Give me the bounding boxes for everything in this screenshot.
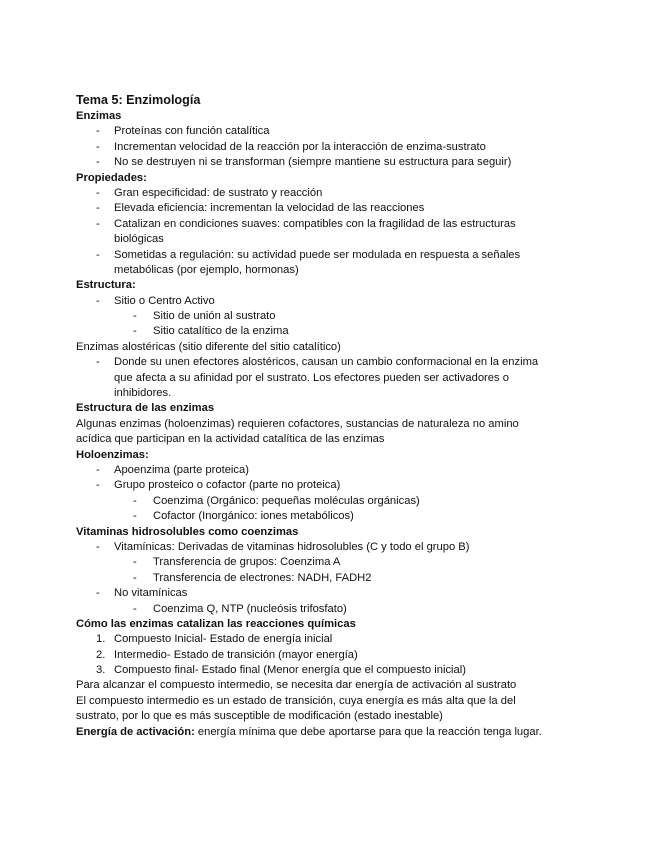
bullet-dash: - xyxy=(96,156,100,169)
section-heading-catalisis: Cómo las enzimas catalizan las reacciones químicas xyxy=(76,617,356,630)
list-item: - Gran especificidad: de sustrato y reacción xyxy=(76,186,576,201)
list-item: - Elevada eficiencia: incrementan la velocidad de las reacciones xyxy=(76,201,576,216)
list-item: - Proteínas con función catalítica xyxy=(76,124,576,139)
numbered-item: 2. Intermedio- Estado de transición (mayor energía) xyxy=(76,648,576,663)
list-item-continuation: biológicas xyxy=(114,233,164,246)
definition-activacion xyxy=(76,725,576,740)
sub-list-item: - Transferencia de electrones: NADH, FADH2 xyxy=(76,571,576,586)
list-item: - Sitio o Centro Activo xyxy=(76,294,576,309)
list-item-continuation: que afecta a su afinidad por el sustrato. Los efectores pueden ser activadores o xyxy=(114,371,509,384)
paragraph-line: sustrato, por lo que es más susceptible de modificación (estado inestable) xyxy=(76,710,443,723)
bullet-dash: - xyxy=(96,140,100,153)
sub-list-item: - Cofactor (Inorgánico: iones metabólicos) xyxy=(76,509,576,524)
paragraph-line: Para alcanzar el compuesto intermedio, se necesita dar energía de activación al sustrato xyxy=(76,679,517,692)
bullet-dash: - xyxy=(96,356,100,369)
list-item-continuation: inhibidores. xyxy=(114,387,172,400)
bullet-dash: - xyxy=(133,325,137,338)
sub-list-item: - Coenzima (Orgánico: pequeñas moléculas orgánicas) xyxy=(76,494,576,509)
definition-term: Energía de activación: xyxy=(76,725,195,738)
sub-list-item: - Sitio catalítico de la enzima xyxy=(76,324,576,339)
list-number: 2. xyxy=(96,648,106,661)
bullet-dash: - xyxy=(96,540,100,553)
paragraph-line: El compuesto intermedio es un estado de transición, cuya energía es más alta que la del xyxy=(76,694,516,707)
list-item: - No vitamínicas xyxy=(76,586,576,601)
list-item: - Vitamínicas: Derivadas de vitaminas hidrosolubles (C y todo el grupo B) xyxy=(76,540,576,555)
section-heading-estructura: Estructura: xyxy=(76,279,136,292)
paragraph-line: Algunas enzimas (holoenzimas) requieren cofactores, sustancias de naturaleza no amino xyxy=(76,417,519,430)
section-heading-estructura-enzimas: Estructura de las enzimas xyxy=(76,402,215,415)
list-item: - Incrementan velocidad de la reacción por la interacción de enzima-sustrato xyxy=(76,140,576,155)
bullet-dash: - xyxy=(133,494,137,507)
section-heading-propiedades: Propiedades: xyxy=(76,171,147,184)
list-item: - Sometidas a regulación: su actividad puede ser modulada en respuesta a señales xyxy=(76,248,576,263)
numbered-item: 3. Compuesto final- Estado final (Menor energía que el compuesto inicial) xyxy=(76,663,576,678)
section-heading-enzimas: Enzimas xyxy=(76,110,122,122)
list-item-continuation: metabólicas (por ejemplo, hormonas) xyxy=(114,263,299,276)
list-item: - Grupo prosteico o cofactor (parte no proteica) xyxy=(76,478,576,493)
bullet-dash: - xyxy=(133,571,137,584)
paragraph-line: acídica que participan en la actividad catalítica de las enzimas xyxy=(76,433,385,446)
definition-text: energía mínima que debe aportarse para que la reacción tenga lugar. xyxy=(194,725,542,738)
bullet-dash: - xyxy=(96,125,100,138)
list-number: 3. xyxy=(96,664,106,677)
list-item: - Catalizan en condiciones suaves: compatibles con la fragilidad de las estructuras xyxy=(76,217,576,232)
sub-list-item: - Sitio de unión al sustrato xyxy=(76,309,576,324)
bullet-dash: - xyxy=(96,587,100,600)
bullet-dash: - xyxy=(133,510,137,523)
numbered-item: 1. Compuesto Inicial- Estado de energía inicial xyxy=(76,632,576,647)
list-item: - Apoenzima (parte proteica) xyxy=(76,463,576,478)
bullet-dash: - xyxy=(96,217,100,230)
section-heading-vitaminas: Vitaminas hidrosolubles como coenzimas xyxy=(76,525,299,538)
bullet-dash: - xyxy=(96,186,100,199)
sub-list-item: - Transferencia de grupos: Coenzima A xyxy=(76,555,576,570)
list-item: - Donde su unen efectores alostéricos, causan un cambio conformacional en la enzima xyxy=(76,355,576,370)
bullet-dash: - xyxy=(96,248,100,261)
page-title: Tema 5: Enzimología xyxy=(76,93,201,107)
bullet-dash: - xyxy=(96,463,100,476)
bullet-dash: - xyxy=(96,202,100,215)
bullet-dash: - xyxy=(133,310,137,323)
list-number: 1. xyxy=(96,633,106,646)
bullet-dash: - xyxy=(133,602,137,615)
paragraph-alostericas: Enzimas alostéricas (sitio diferente del sitio catalítico) xyxy=(76,340,341,353)
bullet-dash: - xyxy=(133,556,137,569)
bullet-dash: - xyxy=(96,479,100,492)
bullet-dash: - xyxy=(96,294,100,307)
section-heading-holoenzimas: Holoenzimas: xyxy=(76,448,149,461)
sub-list-item: - Coenzima Q, NTP (nucleósis trifosfato) xyxy=(76,602,576,617)
list-item: - No se destruyen ni se transforman (siempre mantiene su estructura para seguir) xyxy=(76,155,576,170)
document-page xyxy=(76,92,576,740)
